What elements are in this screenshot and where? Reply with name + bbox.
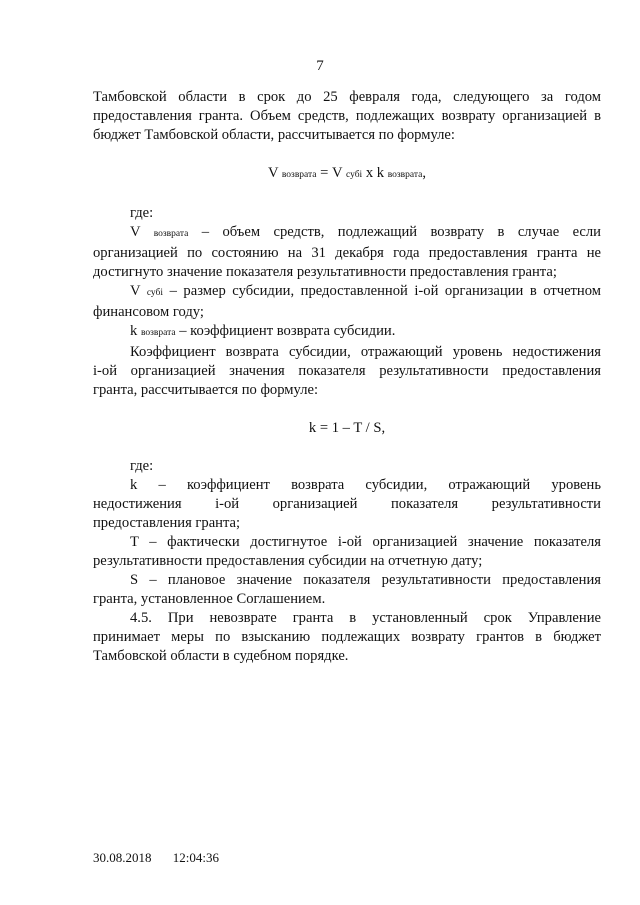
footer-time: 12:04:36 <box>172 850 219 865</box>
formula-v2-sub: субі <box>345 170 363 180</box>
def-k-symbol: k <box>130 323 138 339</box>
def-v-vozvrata-line-3: достигнуто значение показателя результативности предоставления гранта; <box>93 264 557 280</box>
def-v-sub: возврата <box>153 229 189 239</box>
intro-line-2: предоставления гранта. Объем средств, подлежащих возврату организацией в <box>93 108 601 124</box>
def-t-line-1: T – фактически достигнутое i-ой организацией значение показателя <box>130 534 601 550</box>
formula-v-vozvrata <box>93 164 601 185</box>
def-k-sub: возврата <box>140 328 176 338</box>
clause-4-5-line-3: Тамбовской области в судебном порядке. <box>93 648 349 664</box>
koeff-line-1: Коэффициент возврата субсидии, отражающий уровень недостижения <box>130 344 601 360</box>
def-v-symbol: V <box>130 224 141 240</box>
formula-k: k = 1 – T / S, <box>308 420 386 436</box>
koeff-line-2: i-ой организацией значения показателя результативности предоставления <box>93 363 601 379</box>
def-v-sub-line-1 <box>93 282 601 303</box>
gde-label-2: где: <box>130 458 154 474</box>
intro-line-1: Тамбовской области в срок до 25 февраля года, следующего за годом <box>93 89 601 105</box>
koeff-line-3: гранта, рассчитывается по формуле: <box>93 382 319 398</box>
page-number: 7 <box>316 58 324 74</box>
def-k2-line-3: предоставления гранта; <box>93 515 241 531</box>
def-vsub-symbol: V <box>130 283 141 299</box>
def-v-vozvrata-line-1 <box>93 223 601 244</box>
gde-label-1: где: <box>130 205 154 221</box>
formula-v-sub: возврата <box>281 170 317 180</box>
def-k2-line-1: k – коэффициент возврата субсидии, отражающий уровень <box>130 477 601 493</box>
def-k2-line-2: недостижения i-ой организацией показателя результативности <box>93 496 601 512</box>
def-v-sub-line-2: финансовом году; <box>93 304 204 320</box>
formula-eq: = V <box>320 165 343 181</box>
def-v-vozvrata-line-2: организацией по состоянию на 31 декабря года предоставления гранта не <box>93 245 601 261</box>
clause-4-5-line-1: 4.5. При невозврате гранта в установленный срок Управление <box>130 610 601 626</box>
formula-k-sub: возврата <box>387 170 423 180</box>
formula-end: , <box>422 165 427 181</box>
def-s-line-2: гранта, установленное Соглашением. <box>93 591 326 607</box>
def-v-text: – объем средств, подлежащий возврату в случае если <box>188 224 601 240</box>
def-vsub-sub: субі <box>146 288 164 298</box>
def-t-line-2: результативности предоставления субсидии на отчетную дату; <box>93 553 483 569</box>
footer-date: 30.08.2018 <box>93 850 152 865</box>
footer-timestamp <box>93 850 219 866</box>
def-k-line <box>93 322 601 343</box>
document-body <box>93 88 601 666</box>
intro-line-3: бюджет Тамбовской области, рассчитывается по формуле: <box>93 127 455 143</box>
formula-v: V <box>267 165 279 181</box>
def-vsub-text: – размер субсидии, предоставленной i-ой организации в отчетном <box>163 283 601 299</box>
clause-4-5-line-2: принимает меры по взысканию подлежащих возврату грантов в бюджет <box>93 629 601 645</box>
def-k-text: – коэффициент возврата субсидии. <box>175 323 396 339</box>
formula-x: x k <box>365 165 385 181</box>
def-s-line-1: S – плановое значение показателя результативности предоставления <box>130 572 601 588</box>
